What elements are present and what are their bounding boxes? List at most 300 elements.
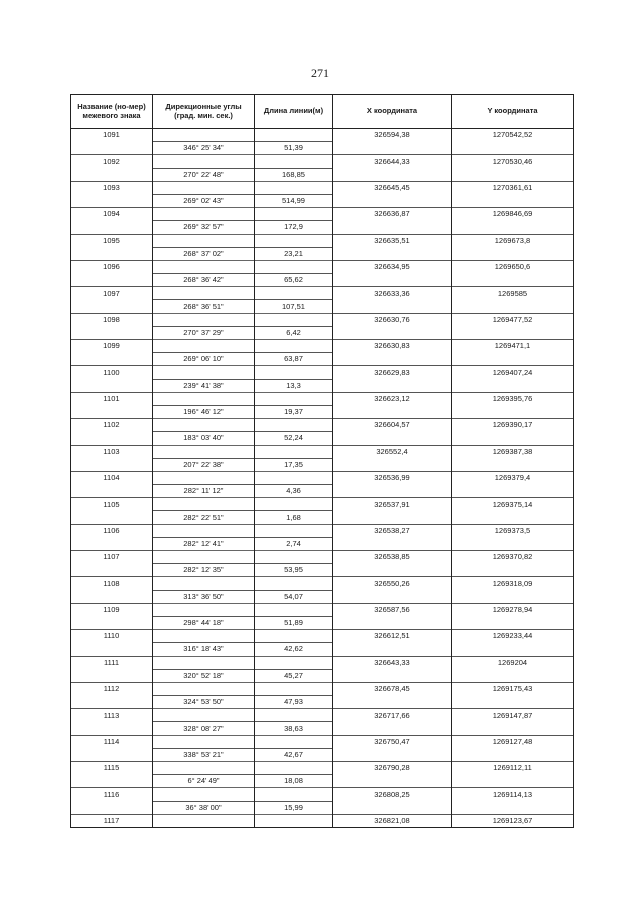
marker-name-cell: 1099 <box>71 340 153 353</box>
y-coordinate-cell <box>452 168 574 181</box>
line-length-cell: 38,63 <box>255 722 333 735</box>
y-coordinate-cell: 1270361,61 <box>452 181 574 194</box>
line-length-cell <box>255 419 333 432</box>
y-coordinate-cell <box>452 722 574 735</box>
marker-name-cell <box>71 801 153 814</box>
bearing-angle-cell: 183° 03' 40" <box>153 432 255 445</box>
table-header-row <box>71 95 574 129</box>
segment-row <box>71 696 574 709</box>
line-length-cell <box>255 524 333 537</box>
point-row <box>71 313 574 326</box>
bearing-angle-cell <box>153 392 255 405</box>
line-length-cell <box>255 682 333 695</box>
y-coordinate-cell: 1269387,38 <box>452 445 574 458</box>
y-coordinate-cell: 1269175,43 <box>452 682 574 695</box>
segment-row <box>71 168 574 181</box>
point-row <box>71 471 574 484</box>
marker-name-cell: 1097 <box>71 287 153 300</box>
bearing-angle-cell: 6° 24' 49" <box>153 775 255 788</box>
x-coordinate-cell: 326629,83 <box>333 366 452 379</box>
x-coordinate-cell: 326538,27 <box>333 524 452 537</box>
line-length-cell <box>255 234 333 247</box>
marker-name-cell: 1102 <box>71 419 153 432</box>
bearing-angle-cell <box>153 577 255 590</box>
x-coordinate-cell: 326717,66 <box>333 709 452 722</box>
segment-row <box>71 775 574 788</box>
x-coordinate-cell <box>333 564 452 577</box>
marker-name-cell <box>71 775 153 788</box>
marker-name-cell: 1111 <box>71 656 153 669</box>
x-coordinate-cell <box>333 485 452 498</box>
y-coordinate-cell: 1269370,82 <box>452 551 574 564</box>
marker-name-cell <box>71 274 153 287</box>
x-coordinate-cell <box>333 142 452 155</box>
segment-row <box>71 722 574 735</box>
line-length-cell: 42,62 <box>255 643 333 656</box>
y-coordinate-cell: 1269123,67 <box>452 814 574 827</box>
y-coordinate-cell: 1269147,87 <box>452 709 574 722</box>
x-coordinate-cell: 326633,36 <box>333 287 452 300</box>
x-coordinate-cell: 326821,08 <box>333 814 452 827</box>
x-coordinate-cell: 326550,26 <box>333 577 452 590</box>
marker-name-cell: 1117 <box>71 814 153 827</box>
header-line-length: Длина линии(м) <box>255 95 333 129</box>
x-coordinate-cell: 326634,95 <box>333 260 452 273</box>
bearing-angle-cell <box>153 445 255 458</box>
segment-row <box>71 511 574 524</box>
marker-name-cell: 1109 <box>71 603 153 616</box>
x-coordinate-cell: 326552,4 <box>333 445 452 458</box>
line-length-cell: 17,35 <box>255 458 333 471</box>
x-coordinate-cell <box>333 696 452 709</box>
segment-row <box>71 485 574 498</box>
marker-name-cell <box>71 537 153 550</box>
y-coordinate-cell <box>452 353 574 366</box>
x-coordinate-cell <box>333 590 452 603</box>
bearing-angle-cell: 268° 36' 51" <box>153 300 255 313</box>
marker-name-cell <box>71 696 153 709</box>
marker-name-cell: 1098 <box>71 313 153 326</box>
point-row <box>71 762 574 775</box>
line-length-cell: 65,62 <box>255 274 333 287</box>
header-y-coordinate: Y координата <box>452 95 574 129</box>
line-length-cell <box>255 735 333 748</box>
line-length-cell: 1,68 <box>255 511 333 524</box>
marker-name-cell: 1116 <box>71 788 153 801</box>
y-coordinate-cell <box>452 432 574 445</box>
segment-row <box>71 274 574 287</box>
bearing-angle-cell: 282° 22' 51" <box>153 511 255 524</box>
x-coordinate-cell <box>333 379 452 392</box>
marker-name-cell <box>71 485 153 498</box>
line-length-cell <box>255 155 333 168</box>
x-coordinate-cell <box>333 168 452 181</box>
bearing-angle-cell <box>153 498 255 511</box>
bearing-angle-cell <box>153 709 255 722</box>
line-length-cell <box>255 287 333 300</box>
bearing-angle-cell <box>153 788 255 801</box>
y-coordinate-cell: 1269650,6 <box>452 260 574 273</box>
y-coordinate-cell <box>452 801 574 814</box>
bearing-angle-cell: 207° 22' 38" <box>153 458 255 471</box>
line-length-cell <box>255 471 333 484</box>
marker-name-cell <box>71 643 153 656</box>
y-coordinate-cell <box>452 247 574 260</box>
x-coordinate-cell: 326645,45 <box>333 181 452 194</box>
point-row <box>71 155 574 168</box>
point-row <box>71 630 574 643</box>
x-coordinate-cell <box>333 432 452 445</box>
x-coordinate-cell <box>333 722 452 735</box>
marker-name-cell <box>71 326 153 339</box>
point-row <box>71 682 574 695</box>
bearing-angle-cell <box>153 656 255 669</box>
bearing-angle-cell: 298° 44' 18" <box>153 616 255 629</box>
marker-name-cell: 1113 <box>71 709 153 722</box>
bearing-angle-cell: 346° 25' 34" <box>153 142 255 155</box>
segment-row <box>71 748 574 761</box>
marker-name-cell: 1105 <box>71 498 153 511</box>
bearing-angle-cell: 324° 53' 50" <box>153 696 255 709</box>
y-coordinate-cell <box>452 485 574 498</box>
point-row <box>71 551 574 564</box>
bearing-angle-cell <box>153 735 255 748</box>
bearing-angle-cell: 320° 52' 18" <box>153 669 255 682</box>
y-coordinate-cell <box>452 669 574 682</box>
marker-name-cell <box>71 405 153 418</box>
segment-row <box>71 643 574 656</box>
line-length-cell: 51,39 <box>255 142 333 155</box>
bearing-angle-cell <box>153 814 255 827</box>
x-coordinate-cell <box>333 221 452 234</box>
line-length-cell: 19,37 <box>255 405 333 418</box>
x-coordinate-cell: 326678,45 <box>333 682 452 695</box>
point-row <box>71 208 574 221</box>
bearing-angle-cell: 313° 36' 50" <box>153 590 255 603</box>
line-length-cell <box>255 181 333 194</box>
header-marker-name: Название (но-мер) межевого знака <box>71 95 153 129</box>
x-coordinate-cell: 326538,85 <box>333 551 452 564</box>
y-coordinate-cell: 1269379,4 <box>452 471 574 484</box>
y-coordinate-cell: 1269318,09 <box>452 577 574 590</box>
marker-name-cell: 1115 <box>71 762 153 775</box>
bearing-angle-cell: 269° 06' 10" <box>153 353 255 366</box>
point-row <box>71 392 574 405</box>
bearing-angle-cell: 239° 41' 38" <box>153 379 255 392</box>
marker-name-cell <box>71 458 153 471</box>
marker-name-cell: 1107 <box>71 551 153 564</box>
y-coordinate-cell: 1269585 <box>452 287 574 300</box>
marker-name-cell <box>71 379 153 392</box>
line-length-cell: 54,07 <box>255 590 333 603</box>
segment-row <box>71 564 574 577</box>
segment-row <box>71 458 574 471</box>
bearing-angle-cell: 338° 53' 21" <box>153 748 255 761</box>
segment-row <box>71 142 574 155</box>
x-coordinate-cell: 326630,83 <box>333 340 452 353</box>
y-coordinate-cell <box>452 564 574 577</box>
line-length-cell: 63,87 <box>255 353 333 366</box>
line-length-cell: 15,99 <box>255 801 333 814</box>
x-coordinate-cell <box>333 274 452 287</box>
line-length-cell <box>255 709 333 722</box>
y-coordinate-cell <box>452 326 574 339</box>
line-length-cell: 168,85 <box>255 168 333 181</box>
segment-row <box>71 300 574 313</box>
marker-name-cell <box>71 511 153 524</box>
y-coordinate-cell <box>452 696 574 709</box>
x-coordinate-cell <box>333 616 452 629</box>
y-coordinate-cell: 1270530,46 <box>452 155 574 168</box>
line-length-cell: 13,3 <box>255 379 333 392</box>
point-row <box>71 498 574 511</box>
line-length-cell: 51,89 <box>255 616 333 629</box>
x-coordinate-cell: 326808,25 <box>333 788 452 801</box>
segment-row <box>71 801 574 814</box>
line-length-cell: 42,67 <box>255 748 333 761</box>
bearing-angle-cell: 282° 12' 41" <box>153 537 255 550</box>
x-coordinate-cell <box>333 247 452 260</box>
y-coordinate-cell <box>452 643 574 656</box>
line-length-cell: 172,9 <box>255 221 333 234</box>
marker-name-cell <box>71 590 153 603</box>
marker-name-cell: 1101 <box>71 392 153 405</box>
point-row <box>71 656 574 669</box>
line-length-cell <box>255 445 333 458</box>
point-row <box>71 366 574 379</box>
y-coordinate-cell: 1269395,76 <box>452 392 574 405</box>
line-length-cell <box>255 577 333 590</box>
x-coordinate-cell <box>333 511 452 524</box>
bearing-angle-cell: 268° 36' 42" <box>153 274 255 287</box>
marker-name-cell: 1096 <box>71 260 153 273</box>
bearing-angle-cell <box>153 234 255 247</box>
line-length-cell <box>255 129 333 142</box>
bearing-angle-cell <box>153 208 255 221</box>
point-row <box>71 445 574 458</box>
y-coordinate-cell: 1269127,48 <box>452 735 574 748</box>
marker-name-cell: 1103 <box>71 445 153 458</box>
line-length-cell: 514,99 <box>255 194 333 207</box>
x-coordinate-cell: 326635,51 <box>333 234 452 247</box>
y-coordinate-cell <box>452 511 574 524</box>
line-length-cell <box>255 366 333 379</box>
line-length-cell: 52,24 <box>255 432 333 445</box>
marker-name-cell: 1093 <box>71 181 153 194</box>
y-coordinate-cell <box>452 194 574 207</box>
segment-row <box>71 194 574 207</box>
segment-row <box>71 326 574 339</box>
y-coordinate-cell: 1269390,17 <box>452 419 574 432</box>
y-coordinate-cell: 1269373,5 <box>452 524 574 537</box>
y-coordinate-cell <box>452 537 574 550</box>
boundary-coordinates-table <box>70 94 574 828</box>
bearing-angle-cell: 268° 37' 02" <box>153 247 255 260</box>
x-coordinate-cell <box>333 537 452 550</box>
header-bearing-angle: Дирекционные углы (град. мин. сек.) <box>153 95 255 129</box>
line-length-cell <box>255 392 333 405</box>
x-coordinate-cell <box>333 669 452 682</box>
x-coordinate-cell <box>333 775 452 788</box>
header-x-coordinate: X координата <box>333 95 452 129</box>
x-coordinate-cell <box>333 748 452 761</box>
x-coordinate-cell: 326587,56 <box>333 603 452 616</box>
line-length-cell <box>255 788 333 801</box>
segment-row <box>71 221 574 234</box>
marker-name-cell <box>71 669 153 682</box>
line-length-cell <box>255 208 333 221</box>
x-coordinate-cell: 326644,33 <box>333 155 452 168</box>
y-coordinate-cell <box>452 748 574 761</box>
y-coordinate-cell <box>452 590 574 603</box>
y-coordinate-cell: 1269846,69 <box>452 208 574 221</box>
x-coordinate-cell <box>333 458 452 471</box>
y-coordinate-cell: 1270542,52 <box>452 129 574 142</box>
point-row <box>71 419 574 432</box>
y-coordinate-cell <box>452 405 574 418</box>
point-row <box>71 234 574 247</box>
x-coordinate-cell: 326643,33 <box>333 656 452 669</box>
marker-name-cell: 1092 <box>71 155 153 168</box>
bearing-angle-cell: 270° 22' 48" <box>153 168 255 181</box>
bearing-angle-cell <box>153 260 255 273</box>
marker-name-cell <box>71 142 153 155</box>
line-length-cell: 45,27 <box>255 669 333 682</box>
y-coordinate-cell <box>452 616 574 629</box>
x-coordinate-cell <box>333 194 452 207</box>
y-coordinate-cell <box>452 274 574 287</box>
bearing-angle-cell: 36° 38' 00" <box>153 801 255 814</box>
line-length-cell: 2,74 <box>255 537 333 550</box>
bearing-angle-cell: 282° 11' 12" <box>153 485 255 498</box>
point-row <box>71 129 574 142</box>
bearing-angle-cell <box>153 340 255 353</box>
marker-name-cell <box>71 616 153 629</box>
point-row <box>71 260 574 273</box>
point-row <box>71 287 574 300</box>
bearing-angle-cell: 282° 12' 35" <box>153 564 255 577</box>
y-coordinate-cell: 1269278,94 <box>452 603 574 616</box>
y-coordinate-cell <box>452 458 574 471</box>
line-length-cell: 4,36 <box>255 485 333 498</box>
point-row <box>71 181 574 194</box>
y-coordinate-cell: 1269375,14 <box>452 498 574 511</box>
point-row <box>71 577 574 590</box>
x-coordinate-cell: 326623,12 <box>333 392 452 405</box>
y-coordinate-cell <box>452 300 574 313</box>
marker-name-cell: 1112 <box>71 682 153 695</box>
point-row <box>71 603 574 616</box>
bearing-angle-cell <box>153 682 255 695</box>
line-length-cell: 23,21 <box>255 247 333 260</box>
x-coordinate-cell <box>333 405 452 418</box>
y-coordinate-cell: 1269477,52 <box>452 313 574 326</box>
bearing-angle-cell: 196° 46' 12" <box>153 405 255 418</box>
page-number: 271 <box>311 66 329 80</box>
y-coordinate-cell: 1269114,13 <box>452 788 574 801</box>
bearing-angle-cell <box>153 155 255 168</box>
marker-name-cell: 1108 <box>71 577 153 590</box>
bearing-angle-cell <box>153 366 255 379</box>
x-coordinate-cell: 326537,91 <box>333 498 452 511</box>
point-row <box>71 709 574 722</box>
x-coordinate-cell <box>333 801 452 814</box>
segment-row <box>71 432 574 445</box>
marker-name-cell: 1100 <box>71 366 153 379</box>
x-coordinate-cell <box>333 326 452 339</box>
y-coordinate-cell: 1269407,24 <box>452 366 574 379</box>
y-coordinate-cell <box>452 775 574 788</box>
x-coordinate-cell: 326536,99 <box>333 471 452 484</box>
bearing-angle-cell <box>153 471 255 484</box>
segment-row <box>71 247 574 260</box>
y-coordinate-cell: 1269204 <box>452 656 574 669</box>
segment-row <box>71 616 574 629</box>
line-length-cell: 47,93 <box>255 696 333 709</box>
bearing-angle-cell <box>153 419 255 432</box>
marker-name-cell <box>71 564 153 577</box>
marker-name-cell: 1104 <box>71 471 153 484</box>
x-coordinate-cell: 326630,76 <box>333 313 452 326</box>
x-coordinate-cell: 326750,47 <box>333 735 452 748</box>
x-coordinate-cell: 326612,51 <box>333 630 452 643</box>
bearing-angle-cell: 270° 37' 29" <box>153 326 255 339</box>
segment-row <box>71 537 574 550</box>
bearing-angle-cell <box>153 551 255 564</box>
line-length-cell <box>255 814 333 827</box>
bearing-angle-cell <box>153 762 255 775</box>
line-length-cell <box>255 340 333 353</box>
y-coordinate-cell <box>452 142 574 155</box>
y-coordinate-cell <box>452 379 574 392</box>
bearing-angle-cell <box>153 603 255 616</box>
marker-name-cell <box>71 194 153 207</box>
line-length-cell <box>255 603 333 616</box>
segment-row <box>71 405 574 418</box>
bearing-angle-cell: 316° 18' 43" <box>153 643 255 656</box>
segment-row <box>71 353 574 366</box>
point-row <box>71 814 574 827</box>
marker-name-cell <box>71 748 153 761</box>
marker-name-cell: 1095 <box>71 234 153 247</box>
x-coordinate-cell: 326790,28 <box>333 762 452 775</box>
marker-name-cell: 1091 <box>71 129 153 142</box>
point-row <box>71 340 574 353</box>
line-length-cell <box>255 551 333 564</box>
x-coordinate-cell: 326636,87 <box>333 208 452 221</box>
bearing-angle-cell: 269° 32' 57" <box>153 221 255 234</box>
line-length-cell <box>255 656 333 669</box>
line-length-cell <box>255 498 333 511</box>
x-coordinate-cell <box>333 643 452 656</box>
line-length-cell: 18,08 <box>255 775 333 788</box>
segment-row <box>71 379 574 392</box>
bearing-angle-cell <box>153 129 255 142</box>
marker-name-cell <box>71 300 153 313</box>
point-row <box>71 788 574 801</box>
marker-name-cell: 1110 <box>71 630 153 643</box>
marker-name-cell: 1094 <box>71 208 153 221</box>
segment-row <box>71 590 574 603</box>
bearing-angle-cell <box>153 181 255 194</box>
line-length-cell <box>255 260 333 273</box>
y-coordinate-cell: 1269673,8 <box>452 234 574 247</box>
marker-name-cell <box>71 432 153 445</box>
line-length-cell <box>255 762 333 775</box>
table-body <box>71 129 574 828</box>
point-row <box>71 524 574 537</box>
marker-name-cell <box>71 221 153 234</box>
